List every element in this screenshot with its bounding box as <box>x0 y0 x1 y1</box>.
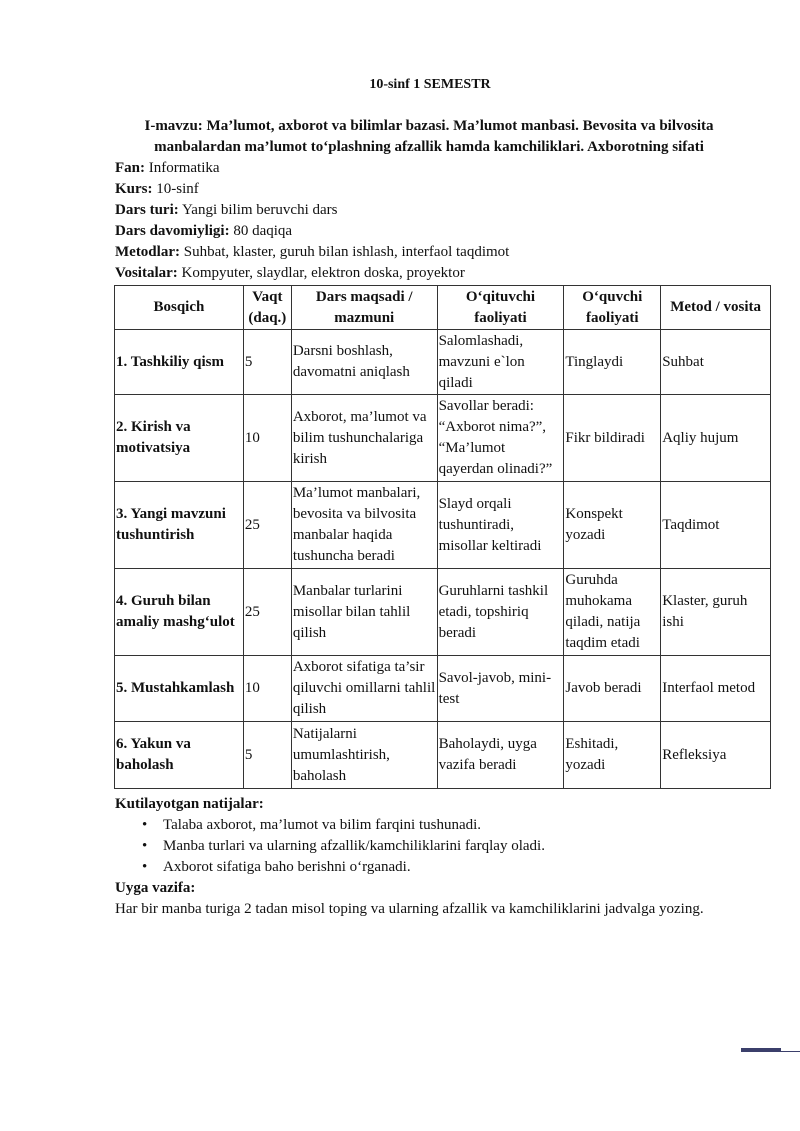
list-item <box>115 836 775 857</box>
meta-value: 10-sinf <box>156 181 199 197</box>
homework-text: Har bir manba turiga 2 tadan misol toping va ularning afzallik va kamchiliklarini jadvalga yozing. <box>115 901 704 917</box>
column-header: Dars maqsadi / mazmuni <box>291 286 437 330</box>
table-cell-teacher: Slayd orqali tushuntiradi, misollar keltiradi <box>437 482 564 569</box>
table-row <box>115 330 771 395</box>
table-row <box>115 656 771 722</box>
table-cell-stage: 3. Yangi mavzuni tushuntirish <box>115 482 244 569</box>
list-item-text: Axborot sifatiga baho berishni o‘rganadi. <box>163 859 411 875</box>
lesson-plan-table <box>114 285 771 789</box>
table-cell-teacher: Savollar beradi: “Axborot nima?”, “Ma’lumot qayerdan olinadi?” <box>437 395 564 482</box>
meta-methods <box>115 242 795 263</box>
meta-lesson-type <box>115 200 795 221</box>
table-cell-teacher: Guruhlarni tashkil etadi, topshiriq beradi <box>437 569 564 656</box>
meta-label: Fan: <box>115 160 145 176</box>
column-header: Bosqich <box>115 286 244 330</box>
list-item-text: Talaba axborot, ma’lumot va bilim farqini tushunadi. <box>163 817 482 833</box>
meta-value: 80 daqiqa <box>233 223 293 239</box>
meta-value: Yangi bilim beruvchi dars <box>181 202 338 218</box>
table-cell-student: Javob beradi <box>564 656 661 722</box>
column-header: Metod / vosita <box>661 286 771 330</box>
meta-subject <box>115 158 795 179</box>
table-cell-method: Interfaol metod <box>661 656 771 722</box>
table-cell-goal: Axborot sifatiga ta’sir qiluvchi omillarni tahlil qilish <box>291 656 437 722</box>
table-row <box>115 722 771 789</box>
expected-results-list <box>115 815 775 878</box>
table-cell-goal: Axborot, ma’lumot va bilim tushunchalariga kirish <box>291 395 437 482</box>
table-cell-student: Eshitadi, yozadi <box>564 722 661 789</box>
table-cell-stage: 2. Kirish va motivatsiya <box>115 395 244 482</box>
footer-decoration <box>741 1048 781 1052</box>
table-cell-stage: 6. Yakun va baholash <box>115 722 244 789</box>
meta-value: Kompyuter, slaydlar, elektron doska, proyektor <box>181 265 465 281</box>
homework-heading: Uyga vazifa: <box>115 880 196 896</box>
table-cell-time: 5 <box>243 330 291 395</box>
table-cell-stage: 5. Mustahkamlash <box>115 656 244 722</box>
footer-rule <box>781 1051 800 1052</box>
table-cell-goal: Ma’lumot manbalari, bevosita va bilvosita manbalar haqida tushuncha beradi <box>291 482 437 569</box>
table-cell-stage: 4. Guruh bilan amaliy mashg‘ulot <box>115 569 244 656</box>
meta-duration <box>115 221 795 242</box>
bullet-icon: • <box>142 817 148 833</box>
semester-title: 10-sinf 1 SEMESTR <box>369 77 491 92</box>
table-cell-student: Konspekt yozadi <box>564 482 661 569</box>
table-cell-time: 25 <box>243 569 291 656</box>
table-cell-stage: 1. Tashkiliy qism <box>115 330 244 395</box>
table-cell-time: 25 <box>243 482 291 569</box>
column-header: Vaqt (daq.) <box>243 286 291 330</box>
table-cell-time: 5 <box>243 722 291 789</box>
table-cell-goal: Natijalarni umumlashtirish, baholash <box>291 722 437 789</box>
table-row <box>115 482 771 569</box>
meta-label: Dars turi: <box>115 202 179 218</box>
bullet-icon: • <box>142 859 148 875</box>
table-cell-method: Aqliy hujum <box>661 395 771 482</box>
meta-value: Suhbat, klaster, guruh bilan ishlash, interfaol taqdimot <box>183 244 510 260</box>
table-cell-teacher: Baholaydi, uyga vazifa beradi <box>437 722 564 789</box>
meta-course <box>115 179 795 200</box>
table-cell-teacher: Savol-javob, mini-test <box>437 656 564 722</box>
column-header: O‘qituvchi faoliyati <box>437 286 564 330</box>
table-cell-method: Refleksiya <box>661 722 771 789</box>
lesson-meta <box>115 158 795 284</box>
bullet-icon: • <box>142 838 148 854</box>
results-section <box>115 794 775 920</box>
table-cell-student: Tinglaydi <box>564 330 661 395</box>
expected-results-heading: Kutilayotgan natijalar: <box>115 796 264 812</box>
table-row <box>115 569 771 656</box>
meta-label: Vositalar: <box>115 265 178 281</box>
table-cell-time: 10 <box>243 395 291 482</box>
list-item <box>115 815 775 836</box>
table-cell-teacher: Salomlashadi, mavzuni e`lon qiladi <box>437 330 564 395</box>
table-cell-method: Taqdimot <box>661 482 771 569</box>
table-header-row <box>115 286 771 330</box>
table-cell-method: Klaster, guruh ishi <box>661 569 771 656</box>
table-row <box>115 395 771 482</box>
table-cell-goal: Darsni boshlash, davomatni aniqlash <box>291 330 437 395</box>
meta-label: Metodlar: <box>115 244 180 260</box>
meta-tools <box>115 263 795 284</box>
topic-title: I-mavzu: Ma’lumot, axborot va bilimlar bazasi. Ma’lumot manbasi. Bevosita va bilvosita manbalardan ma’lumot to‘plashning afzallik hamda kamchiliklari. Axborotning sifati <box>144 118 714 155</box>
table-cell-method: Suhbat <box>661 330 771 395</box>
list-item <box>115 857 775 878</box>
meta-label: Dars davomiyligi: <box>115 223 230 239</box>
table-cell-student: Guruhda muhokama qiladi, natija taqdim etadi <box>564 569 661 656</box>
column-header: O‘quvchi faoliyati <box>564 286 661 330</box>
table-cell-time: 10 <box>243 656 291 722</box>
table-cell-student: Fikr bildiradi <box>564 395 661 482</box>
list-item-text: Manba turlari va ularning afzallik/kamchiliklarini farqlay oladi. <box>163 838 545 854</box>
meta-label: Kurs: <box>115 181 153 197</box>
meta-value: Informatika <box>148 160 220 176</box>
table-cell-goal: Manbalar turlarini misollar bilan tahlil qilish <box>291 569 437 656</box>
